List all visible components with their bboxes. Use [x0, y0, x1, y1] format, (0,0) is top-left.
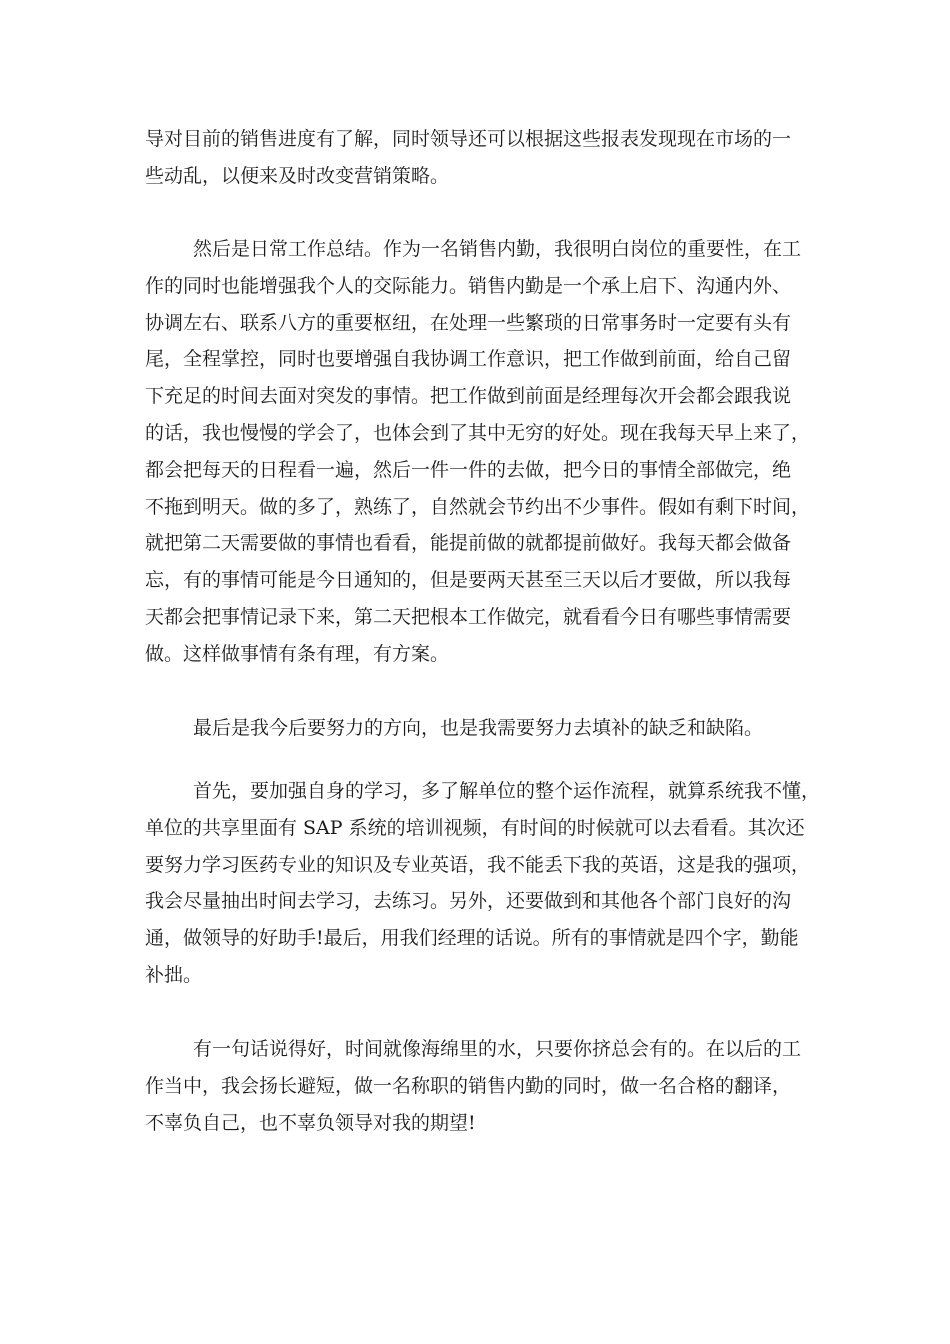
- paragraph-line: 单位的共享里面有 SAP 系统的培训视频，有时间的时候就可以去看看。其次还: [145, 816, 805, 839]
- paragraph-1: [145, 121, 825, 195]
- paragraph-line: 做。这样做事情有条有理，有方案。: [145, 642, 450, 665]
- paragraph-line: 有一句话说得好，时间就像海绵里的水，只要你挤总会有的。在以后的工: [193, 1038, 802, 1060]
- paragraph-4: [145, 773, 825, 994]
- paragraph-line: 不拖到明天。做的多了，熟练了，自然就会节约出不少事件。假如有剩下时间，: [145, 495, 811, 518]
- paragraph-line: 忘，有的事情可能是今日通知的，但是要两天甚至三天以后才要做，所以我每: [145, 569, 792, 592]
- paragraph-line: 作的同时也能增强我个人的交际能力。销售内勤是一个承上启下、沟通内外、: [145, 274, 792, 297]
- paragraph-line: 尾，全程掌控，同时也要增强自我协调工作意识，把工作做到前面，给自己留: [145, 348, 792, 371]
- paragraph-line: 不辜负自己，也不辜负领导对我的期望!: [145, 1111, 476, 1134]
- paragraph-line: 导对目前的销售进度有了解，同时领导还可以根据这些报表发现现在市场的一: [145, 128, 792, 150]
- paragraph-line: 然后是日常工作总结。作为一名销售内勤，我很明白岗位的重要性，在工: [193, 238, 802, 260]
- paragraph-line: 通，做领导的好助手!最后，用我们经理的话说。所有的事情就是四个字，勤能: [145, 927, 799, 950]
- paragraph-line: 天都会把事情记录下来，第二天把根本工作做完，就看看今日有哪些事情需要: [145, 605, 792, 628]
- paragraph-3: [145, 710, 825, 747]
- paragraph-line: 作当中，我会扬长避短，做一名称职的销售内勤的同时，做一名合格的翻译，: [145, 1074, 792, 1097]
- paragraph-line: 都会把每天的日程看一遍，然后一件一件的去做，把今日的事情全部做完，绝: [145, 458, 792, 481]
- paragraph-line: 我会尽量抽出时间去学习，去练习。另外，还要做到和其他各个部门良好的沟: [145, 890, 792, 913]
- paragraph-line: 些动乱，以便来及时改变营销策略。: [145, 164, 450, 187]
- paragraph-line: 补拙。: [145, 963, 203, 986]
- paragraph-line: 的话，我也慢慢的学会了，也体会到了其中无穷的好处。现在我每天早上来了，: [145, 421, 811, 444]
- paragraph-line: 要努力学习医药专业的知识及专业英语，我不能丢下我的英语，这是我的强项，: [145, 853, 811, 876]
- paragraph-2: [145, 231, 825, 673]
- paragraph-5: [145, 1031, 825, 1141]
- paragraph-line: 最后是我今后要努力的方向，也是我需要努力去填补的缺乏和缺陷。: [193, 717, 764, 739]
- paragraph-line: 协调左右、联系八方的重要枢纽，在处理一些繁琐的日常事务时一定要有头有: [145, 311, 792, 334]
- paragraph-line: 首先，要加强自身的学习，多了解单位的整个运作流程，就算系统我不懂，: [193, 780, 821, 802]
- paragraph-line: 就把第二天需要做的事情也看看，能提前做的就都提前做好。我每天都会做备: [145, 532, 792, 555]
- paragraph-line: 下充足的时间去面对突发的事情。把工作做到前面是经理每次开会都会跟我说: [145, 385, 792, 408]
